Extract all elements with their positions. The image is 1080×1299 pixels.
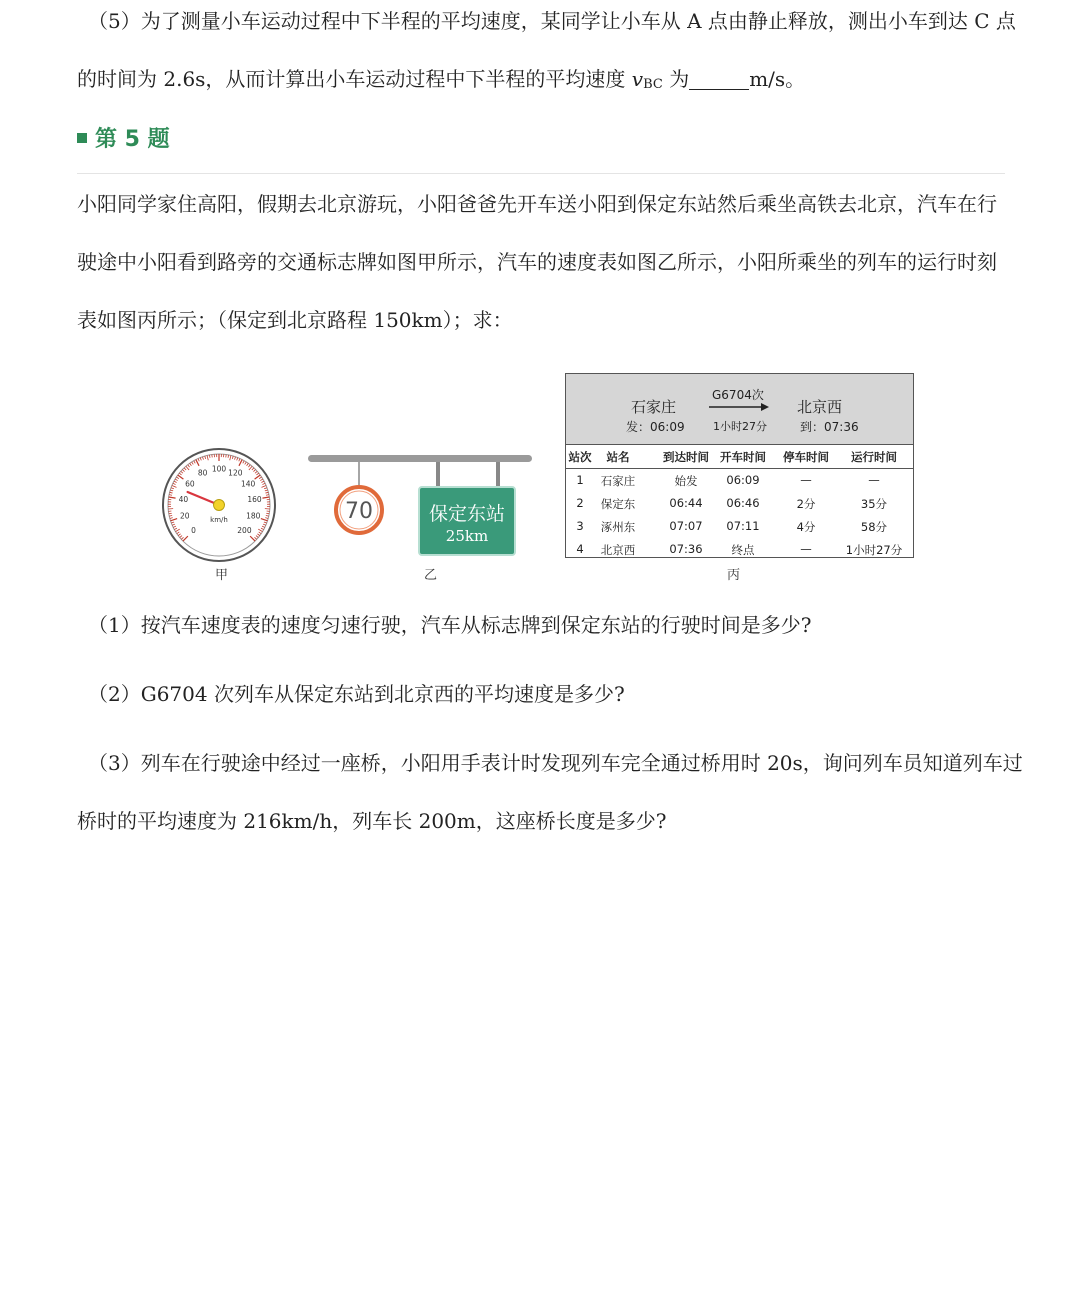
- sign-bar: [308, 455, 532, 462]
- table-cell: 06:44: [669, 496, 703, 510]
- sub-question-2: （2）G6704 次列车从保定东站到北京西的平均速度是多少?: [88, 682, 625, 706]
- station-name: 保定东站: [428, 503, 506, 525]
- caption-yi: 乙: [424, 568, 438, 583]
- station-distance: 25km: [445, 527, 489, 545]
- speedometer-tick: [228, 455, 229, 458]
- train-number: G6704次: [712, 388, 764, 402]
- table-row: [566, 469, 913, 492]
- traffic-sign-figure: [305, 450, 535, 560]
- speedometer-unit: km/h: [210, 516, 228, 524]
- from-station: 石家庄: [631, 398, 677, 416]
- speedometer-hub: [214, 500, 225, 511]
- speedometer-tick-label: 40: [178, 494, 189, 504]
- table-cell: 06:46: [726, 496, 760, 510]
- table-cell: 35分: [860, 497, 888, 511]
- answer-unit: m/s。: [749, 67, 806, 91]
- sub-question-1: （1）按汽车速度表的速度匀速行驶，汽车从标志牌到保定东站的行驶时间是多少?: [88, 613, 812, 637]
- sub-question-3-line-2: 桥时的平均速度为 216km/h，列车长 200m，这座桥长度是多少?: [77, 809, 667, 833]
- col-header: 到达时间: [663, 450, 709, 464]
- table-row: [566, 538, 913, 561]
- table-cell: 北京西: [600, 543, 636, 557]
- stem-line-1: 小阳同学家住高阳，假期去北京游玩，小阳爸爸先开车送小阳到保定东站然后乘坐高铁去北京，汽车在行: [77, 192, 997, 216]
- table-cell: 4分: [796, 520, 816, 534]
- table-cell: 始发: [674, 474, 698, 488]
- timetable-column-headers: [566, 445, 913, 469]
- question-title: [77, 122, 170, 153]
- square-bullet-icon: [77, 133, 87, 143]
- table-cell: 58分: [860, 520, 888, 534]
- table-cell: —: [868, 473, 880, 487]
- train-timetable: [565, 373, 914, 558]
- speedometer-tick-label: 160: [247, 494, 262, 504]
- table-cell: 07:11: [726, 519, 760, 533]
- speedometer-tick: [266, 513, 269, 514]
- col-header: 运行时间: [851, 450, 897, 464]
- stem-line-3: 表如图丙所示；（保定到北京路程 150km）；求：: [77, 308, 513, 332]
- stem-line-2: 驶途中小阳看到路旁的交通标志牌如图甲所示，汽车的速度表如图乙所示，小阳所乘坐的列车的运行时刻: [77, 250, 997, 274]
- table-cell: —: [800, 473, 812, 487]
- table-cell: 2分: [796, 497, 816, 511]
- col-header: 停车时间: [783, 450, 829, 464]
- trip-duration: 1小时27分: [713, 420, 767, 433]
- table-cell: 保定东: [600, 497, 636, 511]
- table-cell: 涿州东: [600, 520, 636, 534]
- table-row: [566, 492, 913, 515]
- prev-question-line-2: [77, 50, 1007, 114]
- speedometer-tick-label: 200: [237, 525, 252, 535]
- col-header: 开车时间: [720, 450, 766, 464]
- prev-question-line-1: （5）为了测量小车运动过程中下半程的平均速度，某同学让小车从 A 点由静止释放，测出小车到达 C 点: [88, 9, 1016, 33]
- table-cell: 2: [576, 496, 584, 510]
- table-cell: 06:09: [726, 473, 760, 487]
- question-title-text: 第 5 题: [95, 127, 170, 152]
- speedometer-tick-label: 60: [185, 479, 195, 489]
- table-cell: 石家庄: [600, 474, 636, 488]
- table-cell: 1小时27分: [845, 543, 903, 557]
- col-header: 站名: [606, 450, 630, 464]
- speedometer-tick-label: 180: [246, 511, 261, 521]
- prev-question-text-b: 为: [662, 67, 690, 91]
- speed-limit-value: 70: [345, 499, 373, 524]
- speedometer-figure: [160, 446, 278, 564]
- to-station: 北京西: [797, 398, 843, 416]
- prev-question-text: 的时间为 2.6s，从而计算出小车运动过程中下半程的平均速度: [77, 67, 632, 91]
- caption-bing: 丙: [727, 568, 741, 583]
- table-cell: 07:07: [669, 519, 703, 533]
- speedometer-tick-label: 120: [228, 468, 243, 478]
- speedometer-tick-label: 0: [191, 525, 196, 535]
- timetable-header: [566, 374, 913, 445]
- answer-blank[interactable]: [689, 67, 749, 90]
- divider: [77, 173, 1005, 174]
- table-cell: 4: [576, 542, 584, 556]
- caption-jia: 甲: [215, 568, 229, 583]
- direction-arrow-icon: [709, 403, 769, 411]
- speedometer-tick-label: 100: [211, 464, 227, 474]
- from-time: 发：06:09: [626, 420, 685, 434]
- table-row: [566, 515, 913, 538]
- velocity-subscript: BC: [643, 77, 663, 92]
- table-cell: 07:36: [669, 542, 703, 556]
- table-cell: 3: [576, 519, 584, 533]
- table-cell: 终点: [731, 543, 755, 557]
- to-time: 到：07:36: [800, 420, 859, 434]
- speedometer-tick: [209, 455, 210, 458]
- table-cell: 1: [576, 473, 584, 487]
- col-header: 站次: [568, 450, 592, 464]
- speedometer-tick-label: 140: [240, 479, 256, 489]
- speedometer-tick: [169, 513, 172, 514]
- velocity-symbol: v: [631, 67, 644, 91]
- speedometer-tick-label: 20: [179, 511, 190, 521]
- table-cell: —: [800, 542, 812, 556]
- sub-question-3-line-1: （3）列车在行驶途中经过一座桥，小阳用手表计时发现列车完全通过桥用时 20s，询问列车员知道列车过: [88, 751, 1023, 775]
- speedometer-tick-label: 80: [197, 468, 208, 478]
